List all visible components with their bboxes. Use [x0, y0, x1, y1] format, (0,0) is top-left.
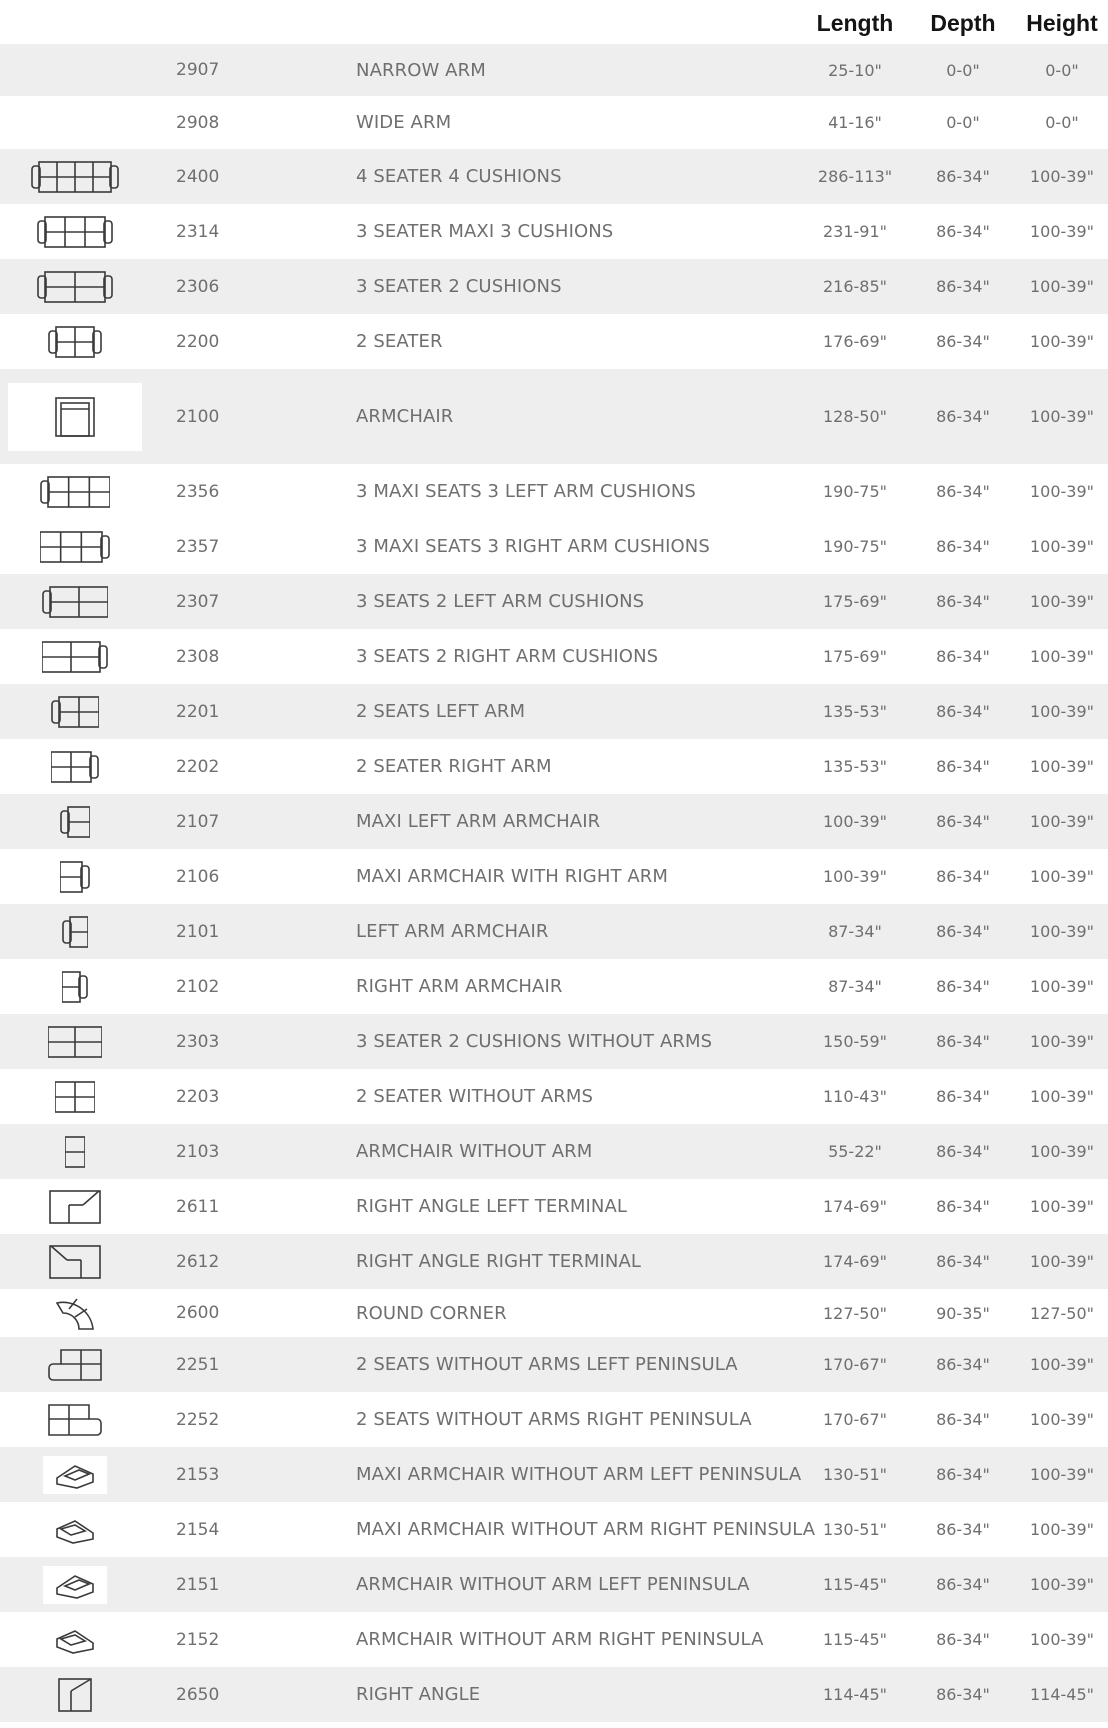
row-code: 2650 — [176, 1684, 220, 1705]
row-name: MAXI ARMCHAIR WITH RIGHT ARM — [356, 866, 669, 887]
row-depth: 86-34" — [936, 1630, 990, 1649]
table-row — [0, 204, 1108, 259]
row-name: 3 SEATS 2 RIGHT ARM CUSHIONS — [356, 646, 659, 667]
row-height: 100-39" — [1029, 592, 1095, 611]
row-icon-cell — [0, 1612, 150, 1667]
row-length: 128-50" — [822, 407, 888, 426]
row-height: 100-39" — [1029, 407, 1095, 426]
sofa-3-seater-2-cushions-icon — [37, 270, 113, 304]
table-row — [0, 1667, 1108, 1722]
row-icon-cell — [0, 1502, 150, 1557]
row-code: 2907 — [176, 60, 220, 80]
row-depth: 86-34" — [936, 1520, 990, 1539]
row-code: 2611 — [176, 1196, 220, 1217]
row-depth: 86-34" — [936, 867, 990, 886]
row-name: 2 SEATS LEFT ARM — [356, 701, 526, 722]
row-length: 41-16" — [828, 113, 882, 132]
seats-3-left-arm-icon — [42, 585, 108, 619]
right-arm-armchair-icon — [62, 970, 88, 1004]
row-length: 110-43" — [822, 1087, 888, 1106]
row-depth: 86-34" — [936, 1032, 990, 1051]
header-height: Height — [1026, 10, 1098, 36]
row-length: 170-67" — [822, 1355, 888, 1374]
row-height: 100-39" — [1029, 867, 1095, 886]
row-code: 2356 — [176, 481, 220, 502]
row-height: 100-39" — [1029, 647, 1095, 666]
row-name: RIGHT ANGLE — [356, 1684, 481, 1705]
row-height: 100-39" — [1029, 812, 1095, 831]
row-length: 100-39" — [822, 812, 888, 831]
row-depth: 86-34" — [936, 1575, 990, 1594]
row-length: 87-34" — [828, 922, 882, 941]
row-length: 135-53" — [822, 757, 888, 776]
row-code: 2203 — [176, 1086, 220, 1107]
armchair-icon — [8, 383, 142, 451]
row-length: 135-53" — [822, 702, 888, 721]
row-icon-cell — [0, 1289, 150, 1337]
row-code: 2107 — [176, 811, 220, 832]
maxi-left-peninsula-icon — [43, 1456, 107, 1494]
table-row — [0, 464, 1108, 519]
row-depth: 86-34" — [936, 647, 990, 666]
row-icon-cell — [0, 684, 150, 739]
row-depth: 86-34" — [936, 812, 990, 831]
row-depth: 86-34" — [936, 167, 990, 186]
row-length: 174-69" — [822, 1197, 888, 1216]
row-depth: 86-34" — [936, 1685, 990, 1704]
table-row — [0, 96, 1108, 149]
row-length: 170-67" — [822, 1410, 888, 1429]
table-body — [0, 44, 1108, 1722]
row-length: 190-75" — [822, 537, 888, 556]
row-height: 0-0" — [1045, 60, 1079, 80]
row-length: 130-51" — [822, 1520, 888, 1539]
row-name: RIGHT ARM ARMCHAIR — [356, 976, 563, 997]
row-length: 175-69" — [822, 592, 888, 611]
row-depth: 86-34" — [936, 1087, 990, 1106]
row-icon-cell — [0, 204, 150, 259]
table-row — [0, 574, 1108, 629]
table-row — [0, 904, 1108, 959]
row-name: MAXI ARMCHAIR WITHOUT ARM LEFT PENINSULA — [356, 1464, 802, 1485]
row-height: 100-39" — [1029, 1575, 1095, 1594]
row-icon-cell — [0, 1234, 150, 1289]
row-code: 2201 — [176, 701, 220, 722]
row-length: 216-85" — [822, 277, 888, 296]
row-icon-cell — [0, 1179, 150, 1234]
table-row — [0, 849, 1108, 904]
right-peninsula-2-seats-icon — [47, 1403, 103, 1437]
row-name: ARMCHAIR — [356, 406, 454, 427]
row-code: 2153 — [176, 1464, 220, 1485]
row-code: 2612 — [176, 1251, 220, 1272]
row-code: 2306 — [176, 276, 220, 297]
row-icon-cell — [0, 1124, 150, 1179]
table-row — [0, 44, 1108, 96]
row-icon-cell — [0, 369, 150, 464]
row-icon-cell — [0, 1392, 150, 1447]
row-name: MAXI LEFT ARM ARMCHAIR — [356, 811, 601, 832]
header-length: Length — [816, 10, 894, 36]
table-row — [0, 1612, 1108, 1667]
row-icon-cell — [0, 1557, 150, 1612]
row-height: 100-39" — [1029, 922, 1095, 941]
left-arm-armchair-icon — [62, 915, 88, 949]
row-name: NARROW ARM — [356, 59, 486, 81]
row-depth: 86-34" — [936, 222, 990, 241]
row-height: 100-39" — [1029, 702, 1095, 721]
row-name: ARMCHAIR WITHOUT ARM — [356, 1141, 593, 1162]
table-row — [0, 1447, 1108, 1502]
row-depth: 86-34" — [936, 922, 990, 941]
row-depth: 86-34" — [936, 757, 990, 776]
row-depth: 86-34" — [936, 277, 990, 296]
row-name: MAXI ARMCHAIR WITHOUT ARM RIGHT PENINSULA — [356, 1519, 816, 1540]
row-name: WIDE ARM — [356, 112, 452, 133]
row-icon-cell — [0, 259, 150, 314]
row-name: 2 SEATS WITHOUT ARMS RIGHT PENINSULA — [356, 1409, 752, 1430]
maxi-armchair-right-arm-icon — [60, 860, 90, 894]
seats-2-left-arm-icon — [51, 695, 99, 729]
row-icon-cell — [0, 1667, 150, 1722]
table-header — [0, 0, 1108, 44]
row-height: 127-50" — [1029, 1303, 1095, 1323]
table-row — [0, 794, 1108, 849]
row-length: 130-51" — [822, 1465, 888, 1484]
row-depth: 86-34" — [936, 537, 990, 556]
row-icon-cell — [0, 314, 150, 369]
row-icon-cell — [0, 794, 150, 849]
maxi-left-arm-armchair-icon — [60, 805, 90, 839]
row-name: 3 MAXI SEATS 3 LEFT ARM CUSHIONS — [356, 481, 696, 502]
header-depth: Depth — [930, 10, 996, 36]
table-row — [0, 629, 1108, 684]
row-code: 2308 — [176, 646, 220, 667]
row-code: 2154 — [176, 1519, 220, 1540]
row-depth: 0-0" — [946, 60, 980, 80]
row-height: 100-39" — [1029, 1197, 1095, 1216]
row-name: 2 SEATER WITHOUT ARMS — [356, 1086, 594, 1107]
maxi-right-peninsula-icon — [53, 1515, 97, 1545]
row-length: 127-50" — [822, 1303, 888, 1323]
row-height: 100-39" — [1029, 1355, 1095, 1374]
table-row — [0, 684, 1108, 739]
row-code: 2600 — [176, 1303, 220, 1323]
row-code: 2101 — [176, 921, 220, 942]
row-name: LEFT ARM ARMCHAIR — [356, 921, 549, 942]
table-row — [0, 1124, 1108, 1179]
row-height: 100-39" — [1029, 167, 1095, 186]
row-depth: 86-34" — [936, 482, 990, 501]
row-code: 2151 — [176, 1574, 220, 1595]
left-peninsula-2-seats-icon — [47, 1348, 103, 1382]
row-icon-cell — [0, 904, 150, 959]
table-row — [0, 1337, 1108, 1392]
row-height: 100-39" — [1029, 757, 1095, 776]
right-angle-right-terminal-icon — [49, 1244, 101, 1280]
row-height: 100-39" — [1029, 482, 1095, 501]
row-icon-cell — [0, 959, 150, 1014]
row-icon-cell — [0, 96, 150, 149]
row-depth: 0-0" — [946, 113, 980, 132]
row-length: 150-59" — [822, 1032, 888, 1051]
seats-3-right-arm-icon — [42, 640, 108, 674]
row-height: 114-45" — [1029, 1685, 1095, 1704]
row-icon-cell — [0, 149, 150, 204]
sofa-3-seater-maxi-icon — [37, 215, 113, 249]
row-height: 100-39" — [1029, 1252, 1095, 1271]
row-length: 25-10" — [828, 60, 882, 80]
row-depth: 86-34" — [936, 977, 990, 996]
row-depth: 86-34" — [936, 407, 990, 426]
row-icon-cell — [0, 629, 150, 684]
row-code: 2400 — [176, 166, 220, 187]
row-length: 286-113" — [817, 167, 893, 186]
row-icon-cell — [0, 519, 150, 574]
row-icon-cell — [0, 1014, 150, 1069]
table-row — [0, 149, 1108, 204]
row-height: 100-39" — [1029, 1410, 1095, 1429]
right-angle-left-terminal-icon — [49, 1189, 101, 1225]
row-length: 174-69" — [822, 1252, 888, 1271]
row-code: 2103 — [176, 1141, 220, 1162]
row-code: 2152 — [176, 1629, 220, 1650]
row-icon-cell — [0, 574, 150, 629]
row-name: 3 MAXI SEATS 3 RIGHT ARM CUSHIONS — [356, 536, 710, 557]
row-name: 4 SEATER 4 CUSHIONS — [356, 166, 562, 187]
row-length: 55-22" — [828, 1142, 882, 1161]
row-height: 100-39" — [1029, 537, 1095, 556]
maxi-3-left-arm-icon — [40, 475, 110, 509]
row-name: 3 SEATER MAXI 3 CUSHIONS — [356, 221, 614, 242]
row-depth: 90-35" — [936, 1303, 990, 1323]
row-depth: 86-34" — [936, 702, 990, 721]
row-code: 2200 — [176, 331, 220, 352]
row-depth: 86-34" — [936, 1465, 990, 1484]
row-code: 2252 — [176, 1409, 220, 1430]
table-row — [0, 1289, 1108, 1337]
row-name: 3 SEATS 2 LEFT ARM CUSHIONS — [356, 591, 645, 612]
table-row — [0, 1179, 1108, 1234]
row-depth: 86-34" — [936, 1197, 990, 1216]
row-length: 176-69" — [822, 332, 888, 351]
round-corner-icon — [55, 1295, 95, 1331]
row-code: 2303 — [176, 1031, 220, 1052]
left-peninsula-icon — [43, 1566, 107, 1604]
row-height: 100-39" — [1029, 277, 1095, 296]
row-code: 2202 — [176, 756, 220, 777]
row-length: 100-39" — [822, 867, 888, 886]
row-depth: 86-34" — [936, 1355, 990, 1374]
row-height: 100-39" — [1029, 1465, 1095, 1484]
row-length: 231-91" — [822, 222, 888, 241]
table-row — [0, 314, 1108, 369]
row-height: 100-39" — [1029, 222, 1095, 241]
row-icon-cell — [0, 739, 150, 794]
row-height: 100-39" — [1029, 1032, 1095, 1051]
row-name: 2 SEATS WITHOUT ARMS LEFT PENINSULA — [356, 1354, 738, 1375]
row-name: RIGHT ANGLE RIGHT TERMINAL — [356, 1251, 642, 1272]
row-icon-cell — [0, 464, 150, 519]
row-icon-cell — [0, 1337, 150, 1392]
row-depth: 86-34" — [936, 332, 990, 351]
row-icon-cell — [0, 1069, 150, 1124]
table-row — [0, 1502, 1108, 1557]
sofa-4-seater-icon — [31, 160, 119, 194]
sofa-2-seater-icon — [48, 325, 102, 359]
row-length: 115-45" — [822, 1575, 888, 1594]
row-depth: 86-34" — [936, 1410, 990, 1429]
right-peninsula-icon — [53, 1625, 97, 1655]
table-row — [0, 369, 1108, 464]
row-length: 190-75" — [822, 482, 888, 501]
table-row — [0, 959, 1108, 1014]
table-row — [0, 259, 1108, 314]
row-height: 100-39" — [1029, 1520, 1095, 1539]
row-name: ARMCHAIR WITHOUT ARM LEFT PENINSULA — [356, 1574, 750, 1595]
row-name: RIGHT ANGLE LEFT TERMINAL — [356, 1196, 628, 1217]
seater-2-right-arm-icon — [51, 750, 99, 784]
row-code: 2251 — [176, 1354, 220, 1375]
row-code: 2106 — [176, 866, 220, 887]
row-length: 175-69" — [822, 647, 888, 666]
row-depth: 86-34" — [936, 592, 990, 611]
row-code: 2357 — [176, 536, 220, 557]
table-row — [0, 519, 1108, 574]
row-name: ARMCHAIR WITHOUT ARM RIGHT PENINSULA — [356, 1629, 764, 1650]
row-name: 3 SEATER 2 CUSHIONS WITHOUT ARMS — [356, 1031, 713, 1052]
table-row — [0, 739, 1108, 794]
row-code: 2314 — [176, 221, 220, 242]
row-icon-cell — [0, 44, 150, 96]
row-height: 100-39" — [1029, 1087, 1095, 1106]
row-name: 2 SEATER — [356, 331, 443, 352]
row-height: 100-39" — [1029, 332, 1095, 351]
row-height: 100-39" — [1029, 1630, 1095, 1649]
row-length: 114-45" — [822, 1685, 888, 1704]
row-name: 3 SEATER 2 CUSHIONS — [356, 276, 562, 297]
row-depth: 86-34" — [936, 1252, 990, 1271]
row-height: 100-39" — [1029, 977, 1095, 996]
row-depth: 86-34" — [936, 1142, 990, 1161]
table-row — [0, 1234, 1108, 1289]
row-code: 2307 — [176, 591, 220, 612]
row-length: 87-34" — [828, 977, 882, 996]
row-length: 115-45" — [822, 1630, 888, 1649]
row-icon-cell — [0, 849, 150, 904]
row-height: 0-0" — [1045, 113, 1079, 132]
row-name: 2 SEATER RIGHT ARM — [356, 756, 552, 777]
table-row — [0, 1014, 1108, 1069]
right-angle-icon — [57, 1677, 93, 1713]
table-row — [0, 1069, 1108, 1124]
row-code: 2908 — [176, 112, 220, 133]
seater-2-no-arms-icon — [55, 1080, 95, 1114]
row-icon-cell — [0, 1447, 150, 1502]
row-code: 2102 — [176, 976, 220, 997]
table-row — [0, 1557, 1108, 1612]
maxi-3-right-arm-icon — [40, 530, 110, 564]
table-row — [0, 1392, 1108, 1447]
row-code: 2100 — [176, 406, 220, 427]
row-height: 100-39" — [1029, 1142, 1095, 1161]
seater-3-no-arms-icon — [48, 1025, 102, 1059]
row-name: ROUND CORNER — [356, 1302, 507, 1324]
armchair-no-arm-icon — [65, 1135, 85, 1169]
